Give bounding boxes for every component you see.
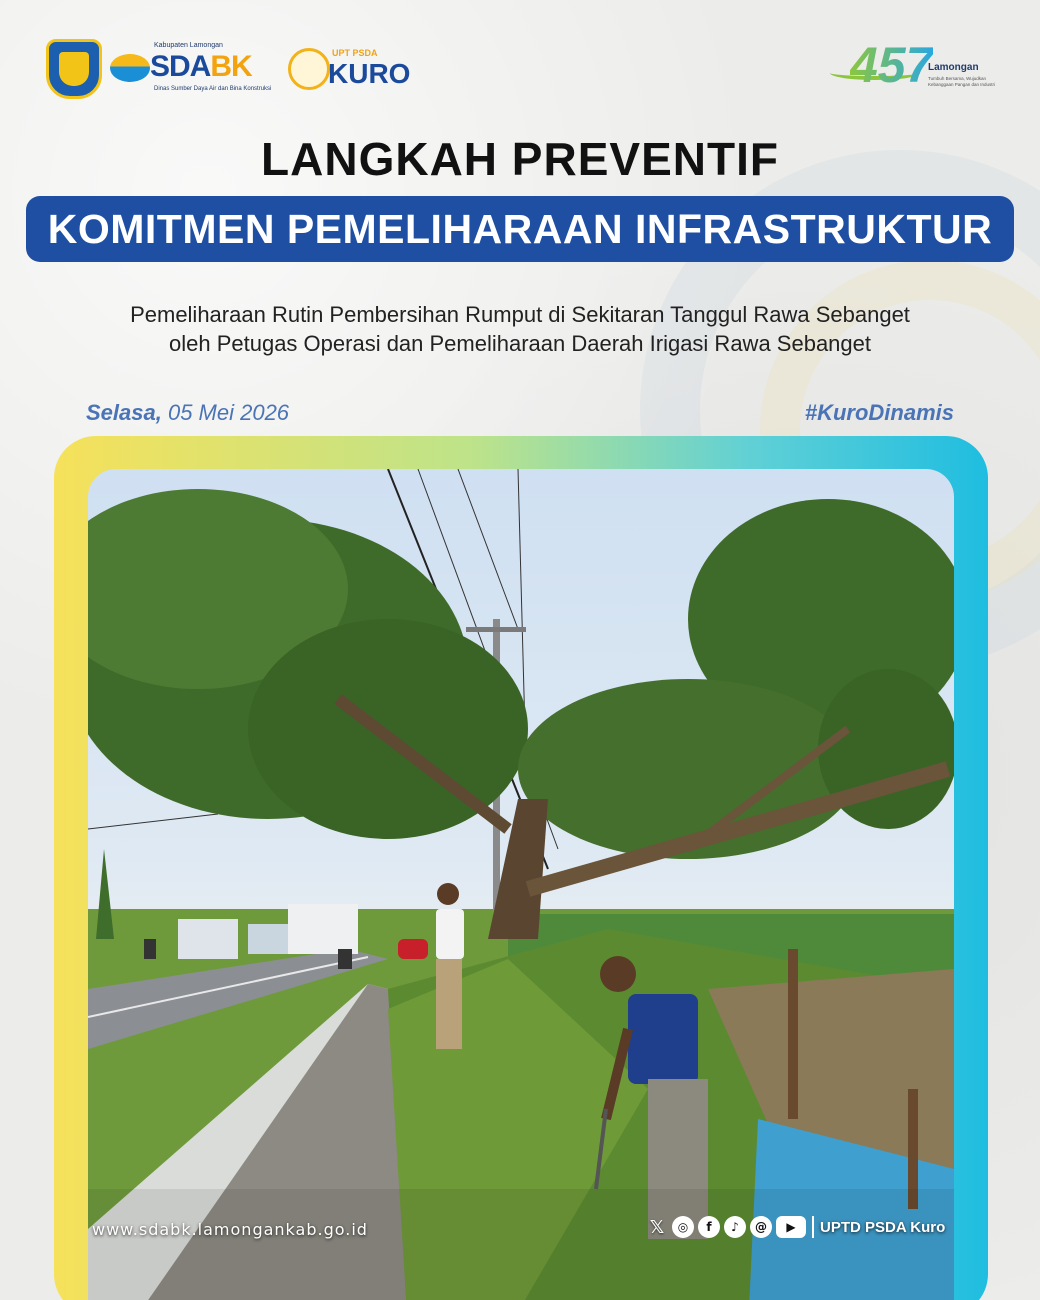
- description: [60, 300, 980, 358]
- kuro-logo: [288, 40, 418, 98]
- kuro-logo-small-text: UPT PSDA: [332, 48, 378, 58]
- sdabk-logo: [110, 40, 280, 98]
- post-date-day: Selasa,: [86, 400, 162, 425]
- header-logo-row: [46, 38, 418, 100]
- water-drop-icon: [110, 54, 150, 82]
- sdabk-logo-small-text: Kabupaten Lamongan: [154, 42, 223, 49]
- banner-text: KOMITMEN PEMELIHARAAN INFRASTRUKTUR: [47, 205, 993, 252]
- facebook-icon[interactable]: f: [698, 1216, 720, 1238]
- kuro-logo-text: KURO: [328, 58, 411, 89]
- post-date: [86, 400, 289, 426]
- social-media-bar: [646, 1216, 945, 1238]
- description-line-1: Pemeliharaan Rutin Pembersihan Rumput di Sekitaran Tanggul Rawa Sebanget: [130, 302, 910, 327]
- page-title: LANGKAH PREVENTIF: [261, 133, 779, 185]
- anniversary-logo: [830, 36, 1000, 96]
- social-account-label: UPTD PSDA Kuro: [820, 1218, 946, 1236]
- activity-photo: [88, 469, 954, 1300]
- social-divider: [812, 1216, 814, 1238]
- photo-illustration: [88, 469, 954, 1300]
- website-url[interactable]: www.sdabk.lamongankab.go.id: [92, 1220, 368, 1239]
- anniversary-brand: Lamongan: [928, 62, 979, 73]
- title-banner: [26, 196, 1014, 262]
- instagram-icon[interactable]: ◎: [672, 1216, 694, 1238]
- description-line-2: oleh Petugas Operasi dan Pemeliharaan Daerah Irigasi Rawa Sebanget: [169, 331, 871, 356]
- anniversary-number: 457: [850, 37, 934, 93]
- hashtag: #KuroDinamis: [804, 400, 954, 425]
- sdabk-logo-text: SDABK: [150, 50, 252, 83]
- sun-wave-icon: [288, 48, 330, 90]
- sdabk-logo-subtitle: Dinas Sumber Daya Air dan Bina Konstruksi: [154, 86, 272, 92]
- tiktok-icon[interactable]: ♪: [724, 1216, 746, 1238]
- post-date-rest: 05 Mei 2026: [161, 400, 290, 425]
- x-icon[interactable]: 𝕏: [649, 1216, 665, 1238]
- anniversary-tagline: Tumbuh Bersama, Wujudkan Kebanggaan Pangan dan Industri: [928, 76, 996, 87]
- kabupaten-lamongan-emblem-icon: [46, 39, 102, 99]
- threads-icon[interactable]: @: [750, 1216, 772, 1238]
- youtube-icon[interactable]: ▶: [776, 1216, 806, 1238]
